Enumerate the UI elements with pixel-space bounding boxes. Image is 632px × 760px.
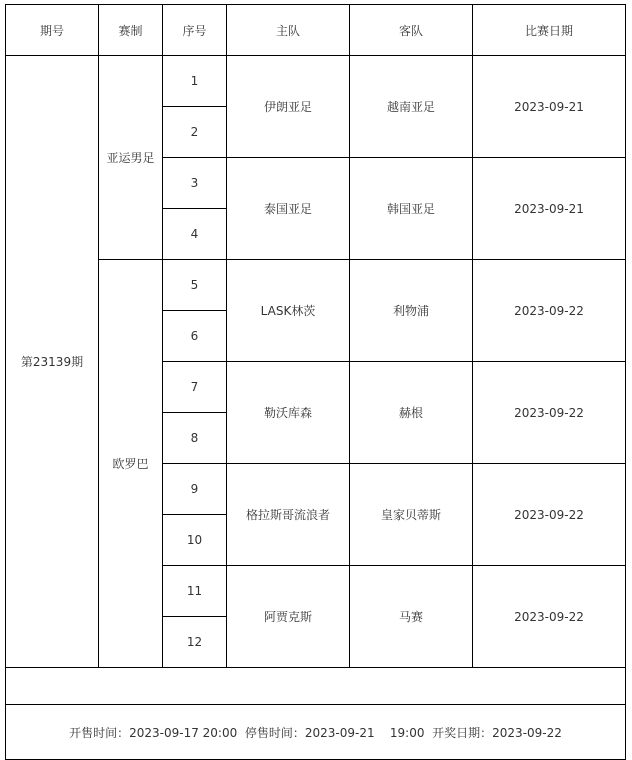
- header-period: 期号: [6, 5, 99, 56]
- seq-cell: 10: [163, 515, 227, 566]
- header-home-team: 主队: [227, 5, 350, 56]
- seq-cell: 6: [163, 311, 227, 362]
- home-team-cell: 格拉斯哥流浪者: [227, 464, 350, 566]
- away-team-cell: 韩国亚足: [350, 158, 473, 260]
- match-date-cell: 2023-09-22: [473, 464, 626, 566]
- away-team-cell: 赫根: [350, 362, 473, 464]
- table-row: [6, 260, 626, 311]
- seq-cell: 8: [163, 413, 227, 464]
- sale-start-label: 开售时间：: [69, 725, 130, 740]
- header-match-date: 比赛日期: [473, 5, 626, 56]
- away-team-cell: 皇家贝蒂斯: [350, 464, 473, 566]
- seq-cell: 11: [163, 566, 227, 617]
- home-team-cell: 勒沃库森: [227, 362, 350, 464]
- header-row: [6, 5, 626, 56]
- away-team-cell: 马赛: [350, 566, 473, 668]
- away-team-cell: 利物浦: [350, 260, 473, 362]
- competition-cell: 亚运男足: [99, 56, 163, 260]
- seq-cell: 1: [163, 56, 227, 107]
- header-seq: 序号: [163, 5, 227, 56]
- match-date-cell: 2023-09-22: [473, 566, 626, 668]
- footer-row: [6, 705, 626, 760]
- header-competition: 赛制: [99, 5, 163, 56]
- blank-cell: [6, 668, 626, 705]
- seq-cell: 3: [163, 158, 227, 209]
- table-row: [6, 56, 626, 107]
- away-team-cell: 越南亚足: [350, 56, 473, 158]
- match-date-cell: 2023-09-21: [473, 158, 626, 260]
- seq-cell: 12: [163, 617, 227, 668]
- seq-cell: 9: [163, 464, 227, 515]
- home-team-cell: 伊朗亚足: [227, 56, 350, 158]
- header-away-team: 客队: [350, 5, 473, 56]
- match-date-cell: 2023-09-22: [473, 260, 626, 362]
- blank-row: [6, 668, 626, 705]
- sale-start-time: 2023-09-17 20:00: [129, 725, 238, 740]
- sale-info: [6, 705, 626, 760]
- sale-stop-date: 2023-09-21: [304, 725, 375, 740]
- seq-cell: 4: [163, 209, 227, 260]
- period-cell: 第23139期: [6, 56, 99, 668]
- draw-date-label: 开奖日期：: [432, 725, 493, 740]
- seq-cell: 5: [163, 260, 227, 311]
- match-schedule-table: [5, 4, 626, 760]
- match-date-cell: 2023-09-21: [473, 56, 626, 158]
- home-team-cell: LASK林茨: [227, 260, 350, 362]
- sale-stop-time: 19:00: [389, 725, 425, 740]
- seq-cell: 7: [163, 362, 227, 413]
- match-date-cell: 2023-09-22: [473, 362, 626, 464]
- competition-cell: 欧罗巴: [99, 260, 163, 668]
- seq-cell: 2: [163, 107, 227, 158]
- home-team-cell: 阿贾克斯: [227, 566, 350, 668]
- sale-stop-label: 停售时间：: [244, 725, 305, 740]
- draw-date: 2023-09-22: [492, 725, 562, 740]
- home-team-cell: 泰国亚足: [227, 158, 350, 260]
